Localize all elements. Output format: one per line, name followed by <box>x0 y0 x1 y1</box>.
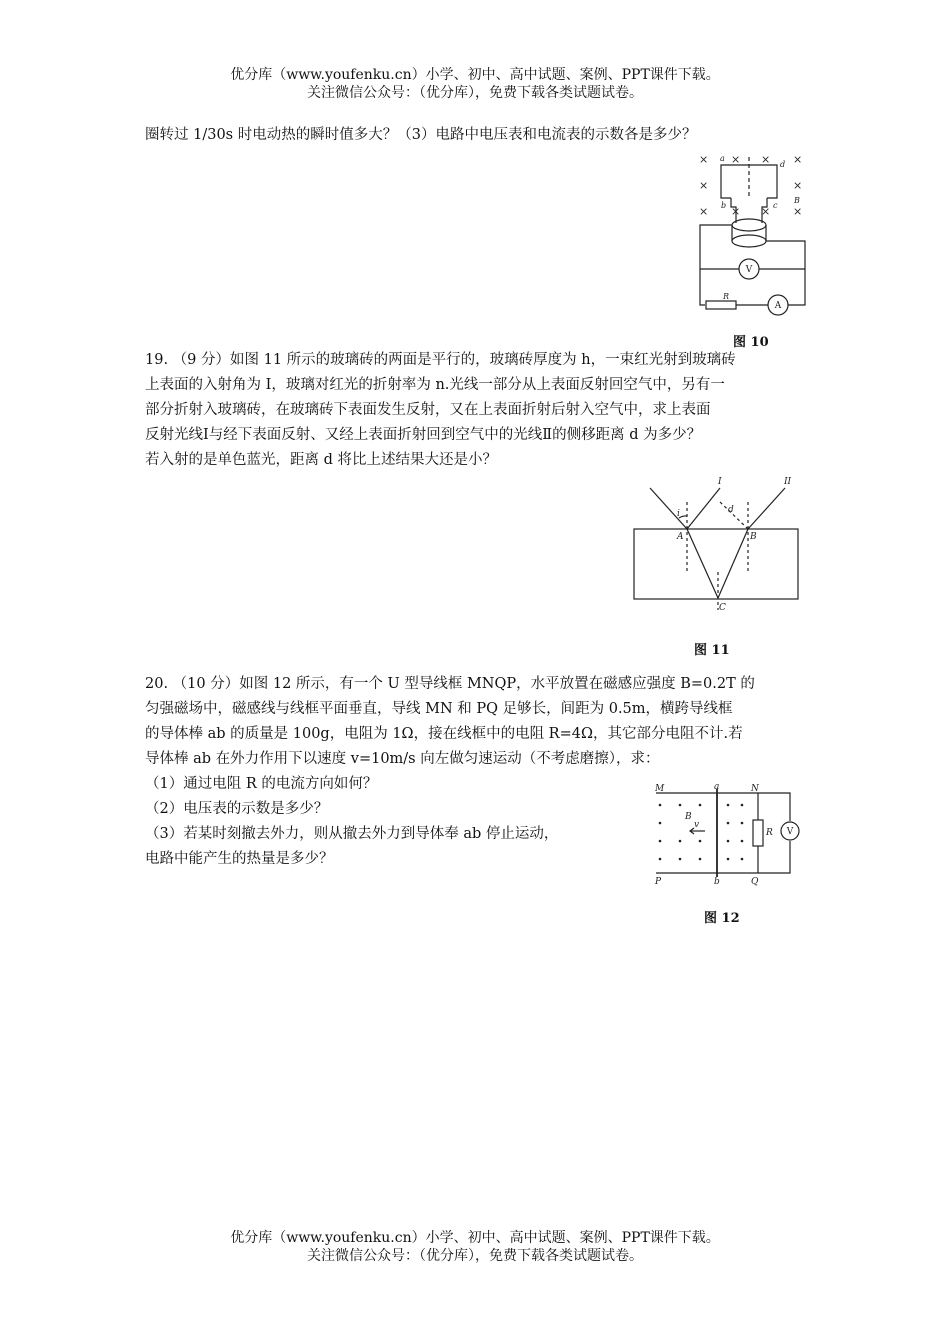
voltmeter-label: V <box>745 265 753 275</box>
figure-10-caption: 图 10 <box>733 335 769 350</box>
question-18-tail: 圈转过 1/30s 时电动热的瞬时值多大？（3）电路中电压表和电流表的示数各是多少？ <box>145 127 697 143</box>
label-a: a <box>720 154 725 163</box>
label-c: c <box>773 201 778 210</box>
label-r: R <box>766 828 773 838</box>
refracted-ray-up <box>718 529 748 598</box>
label-d: d <box>780 160 786 169</box>
figure-11 <box>630 472 805 612</box>
resistor-r <box>753 820 763 846</box>
q20-line: 的导体棒 ab 的质量是 100g，电阻为 1Ω，接在线框中的电阻 R=4Ω，其它部分电阻不计.若 <box>145 726 743 742</box>
cross-mark: × <box>699 153 709 166</box>
label-field-b: B <box>685 812 692 822</box>
q19-line: 19. （9 分）如图 11 所示的玻璃砖的两面是平行的，玻璃砖厚度为 h，一束红光射到玻璃砖 <box>145 352 736 368</box>
cross-mark: × <box>793 205 803 218</box>
label-a: A <box>677 532 684 542</box>
cross-mark: × <box>731 153 741 166</box>
figure-11-caption: 图 11 <box>694 643 730 658</box>
q19-line: 反射光线Ⅰ与经下表面反射、又经上表面折射回到空气中的光线Ⅱ的侧移距离 d 为多少？ <box>145 427 702 443</box>
q20-line: 导体棒 ab 在外力作用下以速度 v=10m/s 向左做匀速运动（不考虑磨擦），求： <box>145 751 660 767</box>
figure-10 <box>690 145 815 320</box>
figure-12 <box>650 783 805 888</box>
q20-line: 匀强磁场中，磁感线与线框平面垂直，导线 MN 和 PQ 足够长，间距为 0.5m，横跨导线框 <box>145 701 733 717</box>
label-a: a <box>714 783 720 792</box>
label-r: R <box>723 292 730 301</box>
label-b: b <box>721 201 727 210</box>
q20-line: 20. （10 分）如图 12 所示，有一个 U 型导线框 MNQP，水平放置在磁感应强度 B=0.2T 的 <box>145 676 755 692</box>
field-dots <box>659 804 744 861</box>
page-header <box>0 66 950 102</box>
header-line-1: 优分库（www.youfenku.cn）小学、初中、高中试题、案例、PPT课件下载。 <box>230 67 720 83</box>
slip-ring-lower <box>732 235 766 247</box>
label-field-b: B <box>794 196 800 205</box>
label-q: Q <box>751 877 759 887</box>
angle-arc <box>679 516 687 518</box>
incident-ray <box>650 488 687 529</box>
ammeter-label: A <box>774 301 782 311</box>
q20-line: （3）若某时刻撤去外力，则从撤去外力到导体奉 ab 停止运动， <box>145 826 559 842</box>
slip-ring-upper <box>732 219 766 231</box>
cross-mark: × <box>731 205 741 218</box>
label-d: d <box>728 505 734 515</box>
cross-mark: × <box>761 205 771 218</box>
label-p: P <box>655 877 662 887</box>
emergent-ray-ii <box>748 488 785 529</box>
q19-line: 若入射的是单色蓝光，距离 d 将比上述结果大还是小？ <box>145 452 497 468</box>
cross-mark: × <box>699 205 709 218</box>
cross-mark: × <box>793 179 803 192</box>
cross-mark: × <box>699 179 709 192</box>
header-line-2: 关注微信公众号：（优分库），免费下载各类试题试卷。 <box>307 85 643 101</box>
q20-line: 电路中能产生的热量是多少？ <box>145 851 334 867</box>
cross-mark: × <box>761 153 771 166</box>
reflected-ray-i <box>687 488 720 529</box>
voltmeter-label: V <box>786 827 794 837</box>
q20-line: （2）电压表的示数是多少？ <box>145 801 329 817</box>
label-ray-i: I <box>718 477 722 487</box>
label-n: N <box>751 784 759 794</box>
page-footer <box>0 1229 950 1265</box>
label-m: M <box>655 784 665 794</box>
q19-line: 上表面的入射角为 I，玻璃对红光的折射率为 n.光线一部分从上表面反射回空气中，另有一 <box>145 377 725 393</box>
footer-line-1: 优分库（www.youfenku.cn）小学、初中、高中试题、案例、PPT课件下载。 <box>230 1230 720 1246</box>
voltmeter-wire-top <box>758 793 790 821</box>
refracted-ray-down <box>687 529 718 598</box>
figure-12-caption: 图 12 <box>704 911 740 926</box>
cross-mark: × <box>793 153 803 166</box>
label-b: B <box>750 532 757 542</box>
question-19 <box>145 348 736 473</box>
q19-line: 部分折射入玻璃砖，在玻璃砖下表面发生反射，又在上表面折射后射入空气中，求上表面 <box>145 402 711 418</box>
footer-line-2: 关注微信公众号：（优分库），免费下载各类试题试卷。 <box>307 1248 643 1264</box>
resistor-r <box>706 301 736 309</box>
label-ray-ii: II <box>784 477 792 487</box>
label-angle-i: i <box>677 509 680 519</box>
q20-line: （1）通过电阻 R 的电流方向如何？ <box>145 776 378 792</box>
glass-brick <box>634 529 798 599</box>
label-v: v <box>694 820 700 830</box>
wire-right <box>766 241 805 305</box>
label-b: b <box>714 877 720 887</box>
label-c: C <box>719 603 726 612</box>
distance-d <box>720 502 748 529</box>
